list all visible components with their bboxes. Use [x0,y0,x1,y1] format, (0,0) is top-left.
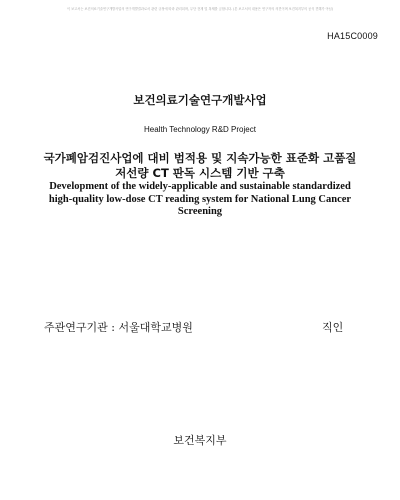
title-kr-line-2: 저선량 CT 판독 시스템 기반 구축 [115,166,285,180]
program-name-english: Health Technology R&D Project [144,125,256,134]
project-code: HA15C0009 [327,31,378,41]
title-en-line-2: high-quality low-dose CT reading system for National Lung Cancer [48,193,352,205]
title-kr-line-1: 국가폐암검진사업에 대비 범적용 및 지속가능한 표준화 고품질 [43,151,357,165]
lead-institution: 주관연구기관 : 서울대학교병원 [44,321,193,334]
title-en-line-3: Screening [177,206,223,217]
report-title-english [14,181,386,219]
report-title-korean [20,151,380,181]
official-seal-label: 직인 [322,321,344,334]
program-name-korean: 보건의료기술연구개발사업 [133,93,267,107]
ministry-name: 보건복지부 [173,434,227,447]
title-en-line-1: Development of the widely-applicable and sustainable standardized [49,181,351,192]
distribution-notice: 이 보고서는 보건의료기술연구개발사업의 연구개발결과로서 관련 규정에 따라 관리되며, 무단 전재 및 복제를 금합니다. (본 보고서의 내용은 연구자의 의견이며 보건복지부의 공식 견해가 아님) [67,7,333,11]
